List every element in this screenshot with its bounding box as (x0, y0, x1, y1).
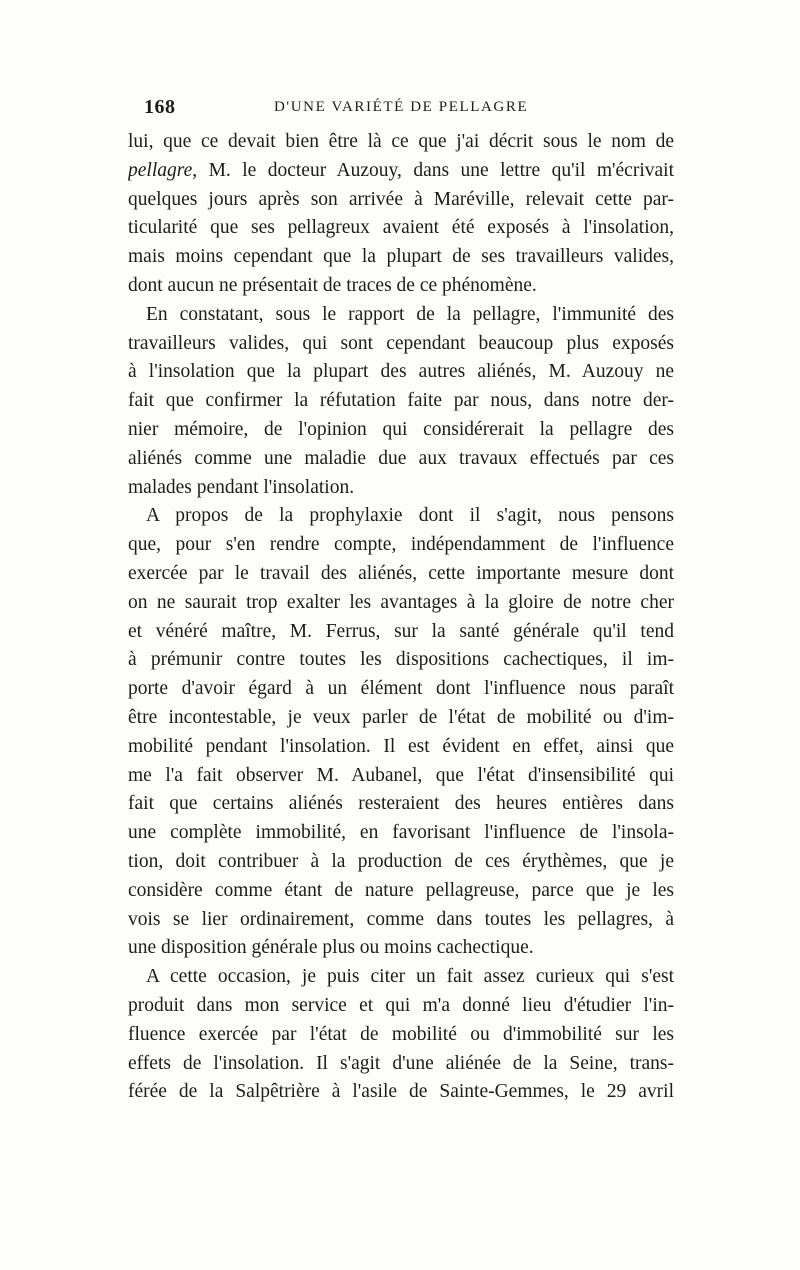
text-line (128, 157, 674, 186)
text-line: et vénéré maître, M. Ferrus, sur la santé générale qu'il tend (128, 620, 674, 642)
text-line: on ne saurait trop exalter les avantages à la gloire de notre cher (128, 591, 674, 613)
text-line-rest: , M. le docteur Auzouy, dans une lettre qu'il m'écrivait (192, 159, 674, 181)
text-line: fait que certains aliénés resteraient des heures entières dans (128, 793, 674, 815)
text-line: quelques jours après son arrivée à Maréville, relevait cette par- (128, 188, 674, 210)
text-line: travailleurs valides, qui sont cependant beaucoup plus exposés (128, 332, 674, 354)
text-line: fait que confirmer la réfutation faite par nous, dans notre der- (128, 390, 674, 412)
text-line: considère comme étant de nature pellagreuse, parce que je les (128, 879, 674, 901)
text-line: aliénés comme une maladie due aux travaux effectués par ces (128, 447, 674, 469)
text-line: que, pour s'en rendre compte, indépendamment de l'influence (128, 534, 674, 556)
page-number: 168 (144, 96, 176, 118)
text-line: effets de l'insolation. Il s'agit d'une aliénée de la Seine, trans- (128, 1052, 674, 1074)
text-line: férée de la Salpêtrière à l'asile de Sainte-Gemmes, le 29 avril (128, 1081, 674, 1103)
paragraph-start-line: A cette occasion, je puis citer un fait assez curieux qui s'est (146, 966, 674, 988)
text-line: malades pendant l'insolation. (128, 476, 355, 498)
text-line: mobilité pendant l'insolation. Il est évident en effet, ainsi que (128, 735, 674, 757)
text-line: me l'a fait observer M. Aubanel, que l'état d'insensibilité qui (128, 764, 674, 786)
text-line: ticularité que ses pellagreux avaient été exposés à l'insolation, (128, 217, 674, 239)
text-line: vois se lier ordinairement, comme dans toutes les pellagres, à (128, 908, 674, 930)
text-line: fluence exercée par l'état de mobilité ou d'immobilité sur les (128, 1023, 674, 1045)
body-text (128, 128, 674, 1107)
running-title: D'UNE VARIÉTÉ DE PELLAGRE (274, 99, 529, 115)
text-line: nier mémoire, de l'opinion qui considérerait la pellagre des (128, 418, 674, 440)
text-line: une complète immobilité, en favorisant l'influence de l'insola- (128, 822, 674, 844)
italic-word-pellagre: pellagre (128, 159, 193, 181)
text-line: porte d'avoir égard à un élément dont l'influence nous paraît (128, 678, 674, 700)
running-header (128, 90, 674, 120)
text-line: dont aucun ne présentait de traces de ce phénomène. (128, 274, 537, 296)
paragraph-start-line: A propos de la prophylaxie dont il s'agit, nous pensons (146, 505, 674, 527)
text-line: lui, que ce devait bien être là ce que j'ai décrit sous le nom de (128, 131, 674, 152)
text-line: exercée par le travail des aliénés, cette importante mesure dont (128, 562, 674, 584)
text-line: être incontestable, je veux parler de l'état de mobilité ou d'im- (128, 706, 674, 728)
text-line: à prémunir contre toutes les dispositions cachectiques, il im- (128, 649, 674, 671)
text-line: à l'insolation que la plupart des autres aliénés, M. Auzouy ne (128, 361, 674, 383)
paragraph-start-line: En constatant, sous le rapport de la pellagre, l'immunité des (146, 303, 674, 325)
text-line: tion, doit contribuer à la production de ces érythèmes, que je (128, 850, 674, 872)
text-line: produit dans mon service et qui m'a donné lieu d'étudier l'in- (128, 994, 674, 1016)
text-line: mais moins cependant que la plupart de ses travailleurs valides, (128, 246, 674, 268)
text-line: une disposition générale plus ou moins cachectique. (128, 937, 534, 959)
